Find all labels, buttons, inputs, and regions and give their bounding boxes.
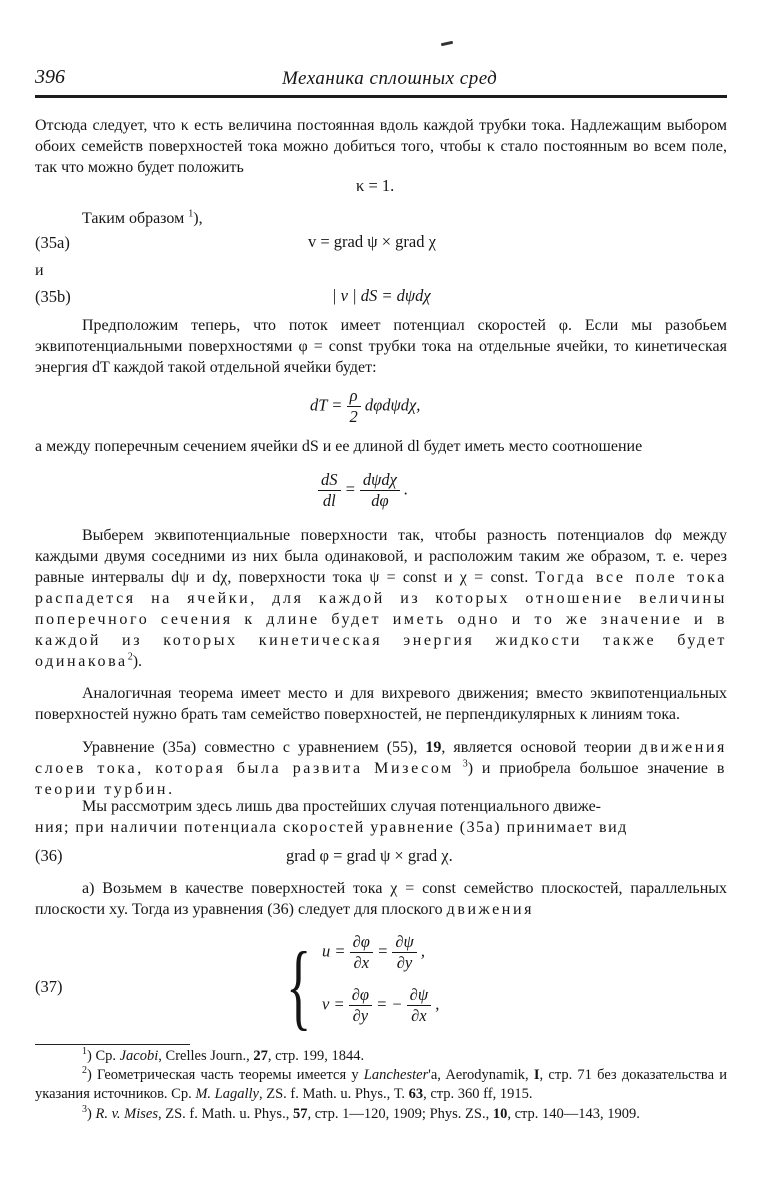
scan-speck xyxy=(441,41,453,46)
running-title: Механика сплошных сред xyxy=(282,68,498,89)
theory-paragraph: Уравнение (35a) совместно с уравнением (55), 19, является основой теории движения слоев тока, которая была развита Мизесом $^3$) и приобрела большое значение в теории турбин. xyxy=(35,739,728,798)
eq37-label: (37) xyxy=(35,977,63,996)
footnote-1: $^1$) Ср. Jacobi, Crelles Journ., 27, стр. 199, 1844. xyxy=(82,1046,365,1064)
footnote-2: $^2$) Геометрическая часть теоремы имеется у Lanchester'a, Aerodynamik, I, стр. 71 без доказательства и указания источников. Ср. M. Lagally, ZS. f. Math. u. Phys., Т. 63, стр. 360 ff, 1915. xyxy=(35,1065,727,1102)
eq36-label: (36) xyxy=(35,846,63,865)
system-brace: { xyxy=(286,932,312,1039)
kappa-equation: κ = 1. xyxy=(356,176,395,195)
potential-paragraph: Предположим теперь, что поток имеет потенциал скоростей φ. Если мы разобьем эквипотенциальными поверхностями φ = const трубки тока на отдельные ячейки, то кинетическая энергия dT каждой такой отдельной ячейки будет: xyxy=(35,317,727,376)
footnote-rule xyxy=(35,1044,190,1045)
intro-paragraph: Отсюда следует, что κ есть величина постоянная вдоль каждой трубки тока. Надлежащим выбором обоих семейств поверхностей тока можно добиться того, чтобы κ стало постоянным во всем поле, так что можно будет положить xyxy=(35,117,727,176)
vortex-paragraph: Аналогичная теорема имеет место и для вихревого движения; вместо эквипотенциальных поверхностей нужно брать там семейство поверхностей, не перпендикулярных к линиям тока. xyxy=(35,685,727,723)
cases-line-1: Мы рассмотрим здесь лишь два простейших случая потенциального движе- xyxy=(82,798,601,815)
section-paragraph: а между поперечным сечением ячейки dS и ее длиной dl будет иметь место соотношение xyxy=(35,438,643,455)
page-number: 396 xyxy=(35,66,65,88)
header-rule xyxy=(35,95,727,98)
eq35a-label: (35a) xyxy=(35,233,70,252)
choose-paragraph: Выберем эквипотенциальные поверхности так, чтобы разность потенциалов dφ между каждыми двумя соседними из них была одинаковой, и расположим таким же образом, т. е. через равные интервалы dψ и dχ, поверхности тока ψ = const и χ = const. Тогда все поле тока распадется на ячейки, для каждой из которых отношение величины поперечного сечения к длине будет иметь одно и то же значение и в каждой из которых кинетическая энергия жидкости также будет одинакова$^2$). xyxy=(35,527,728,670)
eq-dT: dT = $\frac{\rho}{2}$ dφdψdχ, xyxy=(310,386,421,426)
thus-line: Таким образом $^1$), xyxy=(82,208,203,227)
eq37-v: v = $\frac{\partial\varphi}{\partial y}$ = − $\frac{\partial\psi}{\partial x}$ , xyxy=(322,985,440,1025)
eq37-u: u = $\frac{\partial\varphi}{\partial x}$ = $\frac{\partial\psi}{\partial y}$ , xyxy=(322,932,425,972)
cases-line-2: ния; при наличии потенциала скоростей уравнение (35a) принимает вид xyxy=(35,819,628,836)
eq35a: v = grad ψ × grad χ xyxy=(308,232,436,251)
and-word: и xyxy=(35,262,44,279)
footnote-3: $^3$) R. v. Mises, ZS. f. Math. u. Phys., 57, стр. 1—120, 1909; Phys. ZS., 10, стр. 140—143, 1909. xyxy=(82,1104,640,1122)
eq35b: | v | dS = dψdχ xyxy=(332,286,431,305)
eq36: grad φ = grad ψ × grad χ. xyxy=(286,846,453,865)
eq35b-label: (35b) xyxy=(35,287,71,306)
eq-dS-dl: $\frac{dS}{dl}$ = $\frac{\text{dψdχ}}{d\varphi}$ . xyxy=(318,470,408,511)
plane-paragraph: а) Возьмем в качестве поверхностей тока χ = const семейство плоскостей, параллельных плоскости xy. Тогда из уравнения (36) следует для плоского движения xyxy=(35,880,727,918)
